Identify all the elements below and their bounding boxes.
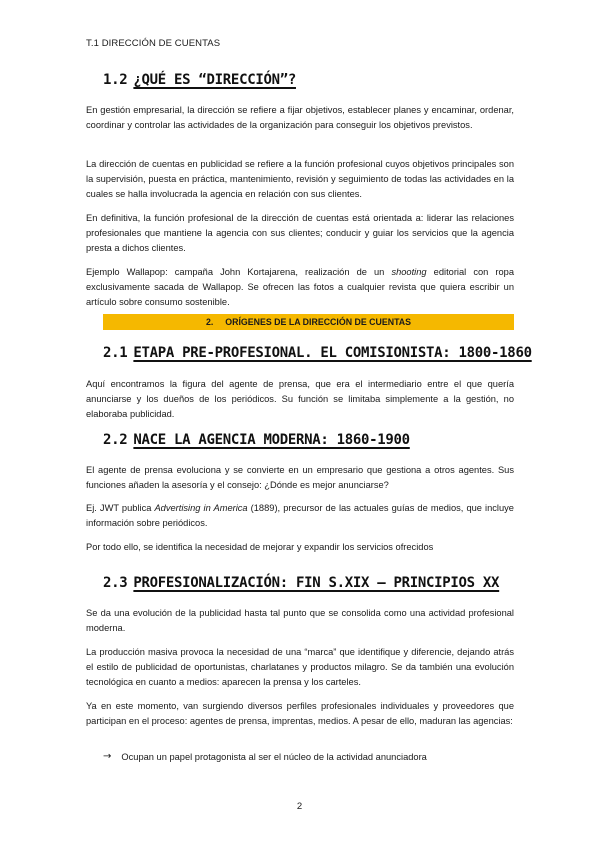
section-bar-number: 2. xyxy=(205,317,214,327)
heading-2-1 xyxy=(103,345,532,361)
bullet-item xyxy=(103,751,427,762)
paragraph: En definitiva, la función profesional de la dirección de cuentas está orientada a: liderar las relaciones profesionales que mantiene la agencia con sus clientes; conducir y guiar los servicios que la agencia presta a dichos clientes. xyxy=(86,213,514,254)
heading-number: 2.1 xyxy=(103,345,128,361)
heading-number: 1.2 xyxy=(103,72,128,88)
paragraph: La dirección de cuentas en publicidad se refiere a la función profesional cuyos objetivos principales son la supervisión, puesta en práctica, mantenimiento, revisión y seguimiento de todas las actividades en la cuales se halla involucrada la agencia en relación con sus clientes. xyxy=(86,159,514,200)
heading-1-2 xyxy=(103,72,296,88)
heading-title: ¿QUÉ ES “DIRECCIÓN”? xyxy=(133,72,296,88)
text-run: (1889), precursor de las actuales guías de medios, que incluye información sobre periódicos. xyxy=(86,503,514,529)
paragraph-example xyxy=(86,265,514,311)
paragraph: Aquí encontramos la figura del agente de prensa, que era el intermediario entre el que quería anunciarse y los dueños de los periódicos. Su función se limitaba simplemente a la gestión, no elaboraba publicidad. xyxy=(86,379,514,420)
heading-number: 2.3 xyxy=(103,575,128,591)
section-bar xyxy=(103,314,514,330)
arrow-right-icon: → xyxy=(103,751,112,762)
heading-2-3 xyxy=(103,575,499,591)
page-number: 2 xyxy=(296,801,303,812)
paragraph: Se da una evolución de la publicidad hasta tal punto que se consolida como una actividad profesional moderna. xyxy=(86,608,514,634)
text-run: Ejemplo Wallapop: campaña John Kortajarena, realización de un xyxy=(86,267,392,277)
section-bar-title: ORÍGENES DE LA DIRECCIÓN DE CUENTAS xyxy=(225,317,412,327)
emphasis-text: Advertising in America xyxy=(154,503,248,513)
paragraph: En gestión empresarial, la dirección se refiere a fijar objetivos, establecer planes y encaminar, ordenar, coordinar y controlar las actividades de la organización para conseguir los objetivos previstos. xyxy=(86,105,514,131)
bullet-text: Ocupan un papel protagonista al ser el núcleo de la actividad anunciadora xyxy=(121,751,427,762)
heading-2-2 xyxy=(103,432,410,448)
heading-title: ETAPA PRE-PROFESIONAL. EL COMISIONISTA: 1800-1860 xyxy=(133,345,532,361)
paragraph: La producción masiva provoca la necesidad de una “marca” que identifique y diferencie, dejando atrás el estilo de publicidad de oportunistas, charlatanes y productos milagro. Se da también una evolución tecnológica en cuanto a medios: aparecen la prensa y los carteles. xyxy=(86,647,514,688)
paragraph: El agente de prensa evoluciona y se convierte en un empresario que gestiona a otros agentes. Sus funciones añaden la asesoría y el consejo: ¿Dónde es mejor anunciarse? xyxy=(86,465,514,491)
paragraph-example xyxy=(86,501,514,531)
heading-title: NACE LA AGENCIA MODERNA: 1860-1900 xyxy=(133,432,410,448)
emphasis-text: shooting xyxy=(391,267,427,277)
paragraph: Por todo ello, se identifica la necesidad de mejorar y expandir los servicios ofrecidos xyxy=(86,542,434,552)
heading-title: PROFESIONALIZACIÓN: FIN S.XIX — PRINCIPIOS XX xyxy=(133,575,500,591)
text-run: editorial con ropa exclusivamente sacada de Wallapop. Se ofrecen las fotos a cualquier revista que quiera escribir un artículo sobre consumo sostenible. xyxy=(86,267,514,308)
text-run: Ej. JWT publica xyxy=(86,503,155,513)
running-header: T.1 DIRECCIÓN DE CUENTAS xyxy=(86,38,221,49)
paragraph: Ya en este momento, van surgiendo diversos perfiles profesionales individuales y proveedores que participan en el proceso: agentes de prensa, imprentas, medios. A pesar de ello, maduran las agencias: xyxy=(86,701,514,727)
heading-number: 2.2 xyxy=(103,432,128,448)
